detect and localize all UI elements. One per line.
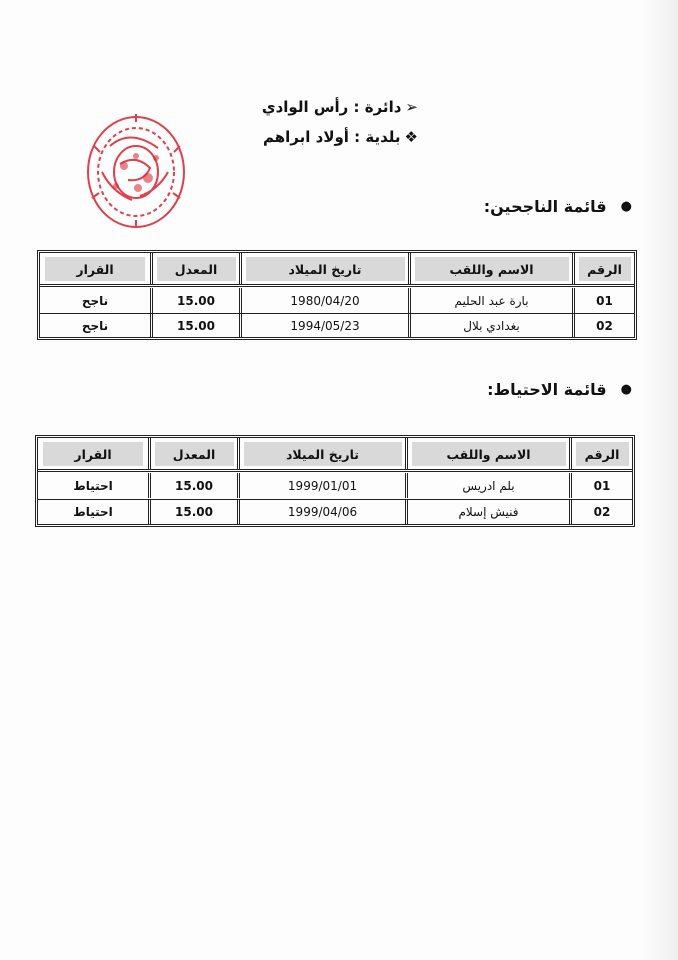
- section-title-reserve: [487, 380, 632, 399]
- passed-table: [37, 250, 637, 340]
- cell-number: 02: [569, 500, 632, 524]
- section-title-text: قائمة الاحتياط:: [487, 380, 607, 399]
- cell-name: بلم ادريس: [405, 473, 569, 498]
- table-row: [38, 473, 632, 498]
- col-header-birthdate: تاريخ الميلاد: [237, 438, 405, 470]
- cell-average: 15.00: [148, 473, 237, 498]
- baladiya-line: [258, 122, 418, 152]
- col-header-name: الاسم واللقب: [405, 438, 569, 470]
- cell-number: 01: [569, 473, 632, 498]
- col-header-average: المعدل: [150, 253, 239, 285]
- official-seal-stamp: [80, 106, 192, 236]
- table-header-row: [40, 253, 634, 285]
- col-header-decision: القرار: [40, 253, 150, 285]
- cell-birthdate: 1980/04/20: [239, 288, 408, 313]
- table-row: [40, 288, 634, 313]
- table-row: [38, 500, 632, 524]
- table-header-row: [38, 438, 632, 470]
- row-divider: [38, 469, 632, 472]
- cell-decision: احتياط: [73, 478, 113, 493]
- document-header: [258, 92, 418, 152]
- cell-name: فنيش إسلام: [405, 500, 569, 524]
- cell-average: 15.00: [150, 288, 239, 313]
- section-title-passed: [484, 197, 632, 216]
- col-header-average: المعدل: [148, 438, 237, 470]
- bullet-dot-icon: ●: [620, 199, 632, 214]
- cell-decision: ناجح: [81, 318, 109, 333]
- cell-number: 01: [572, 288, 634, 313]
- cell-birthdate: 1999/01/01: [237, 473, 405, 498]
- col-header-decision: القرار: [38, 438, 148, 470]
- cell-average: 15.00: [150, 314, 239, 337]
- baladiya-label: بلدية : أولاد ابراهم: [262, 128, 401, 146]
- section-title-text: قائمة الناجحين:: [483, 197, 607, 216]
- col-header-name: الاسم واللقب: [408, 253, 572, 285]
- table-row: [40, 314, 634, 337]
- cell-name: بغدادي بلال: [408, 314, 572, 337]
- cell-decision: احتياط: [73, 505, 113, 519]
- col-header-number: الرقم: [572, 253, 634, 285]
- bullet-dot-icon: ●: [620, 382, 632, 397]
- daira-label: دائرة : رأس الوادي: [261, 98, 402, 116]
- page-edge-shadow: [640, 0, 678, 960]
- cell-decision: ناجح: [81, 293, 109, 308]
- row-divider: [40, 284, 634, 287]
- col-header-birthdate: تاريخ الميلاد: [239, 253, 408, 285]
- diamond-bullet-icon: ❖: [404, 128, 418, 146]
- daira-line: [258, 92, 418, 122]
- cell-average: 15.00: [148, 500, 237, 524]
- cell-number: 02: [572, 314, 634, 337]
- col-header-number: الرقم: [569, 438, 632, 470]
- cell-name: بارة عبد الحليم: [408, 288, 572, 313]
- cell-birthdate: 1999/04/06: [237, 500, 405, 524]
- cell-birthdate: 1994/05/23: [239, 314, 408, 337]
- reserve-table: [35, 435, 635, 527]
- arrow-bullet-icon: ➢: [405, 98, 418, 116]
